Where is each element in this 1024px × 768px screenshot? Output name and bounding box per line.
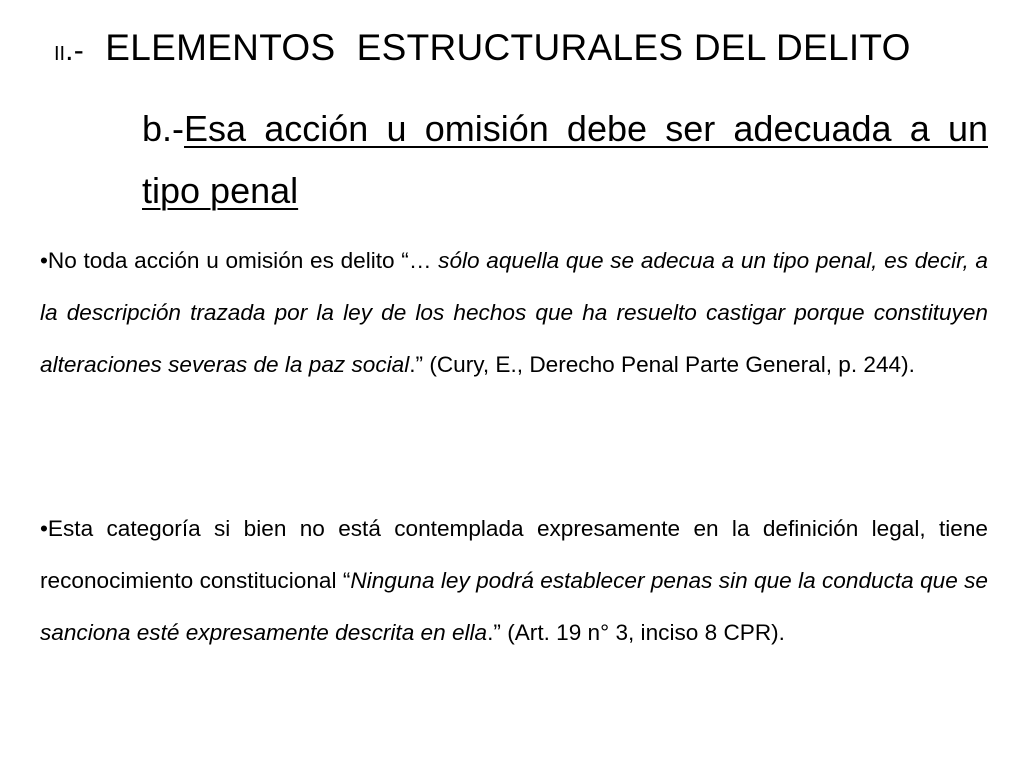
paragraph-citation: .” (Cury, E., Derecho Penal Parte General, p. 244). [409, 352, 915, 377]
subtitle-prefix: b.- [142, 108, 185, 149]
paragraph-lead: No toda acción u omisión es delito “… [47, 248, 439, 273]
slide-title [54, 24, 1014, 78]
title-main: ELEMENTOS ESTRUCTURALES DEL DELITO [105, 27, 911, 68]
bullet-paragraph-2 [40, 503, 988, 659]
title-separator: .- [65, 34, 85, 67]
bullet-paragraph-1 [40, 235, 988, 391]
title-text [84, 27, 105, 68]
paragraph-citation: .” (Art. 19 n° 3, inciso 8 CPR). [487, 620, 785, 645]
slide-subtitle [142, 98, 988, 222]
paragraph-lead: Esta categoría si bien no está contemplada expresamente en la definición legal, tiene reconocimiento constitucional “ [40, 516, 988, 593]
bullet-marker: • [40, 248, 48, 273]
bullet-marker: • [40, 516, 48, 541]
title-numeral: II [54, 43, 66, 65]
paragraph-quote: sólo aquella que se adecua a un tipo penal, es decir, a la descripción trazada por la ley de los hechos que ha resuelto castigar porque constituyen alteraciones severas de la paz social [40, 248, 988, 377]
paragraph-quote: Ninguna ley podrá establecer penas sin que la conducta que se sanciona esté expresamente descrita en ella [40, 568, 988, 645]
subtitle-text: Esa acción u omisión debe ser adecuada a un tipo penal [142, 108, 988, 211]
